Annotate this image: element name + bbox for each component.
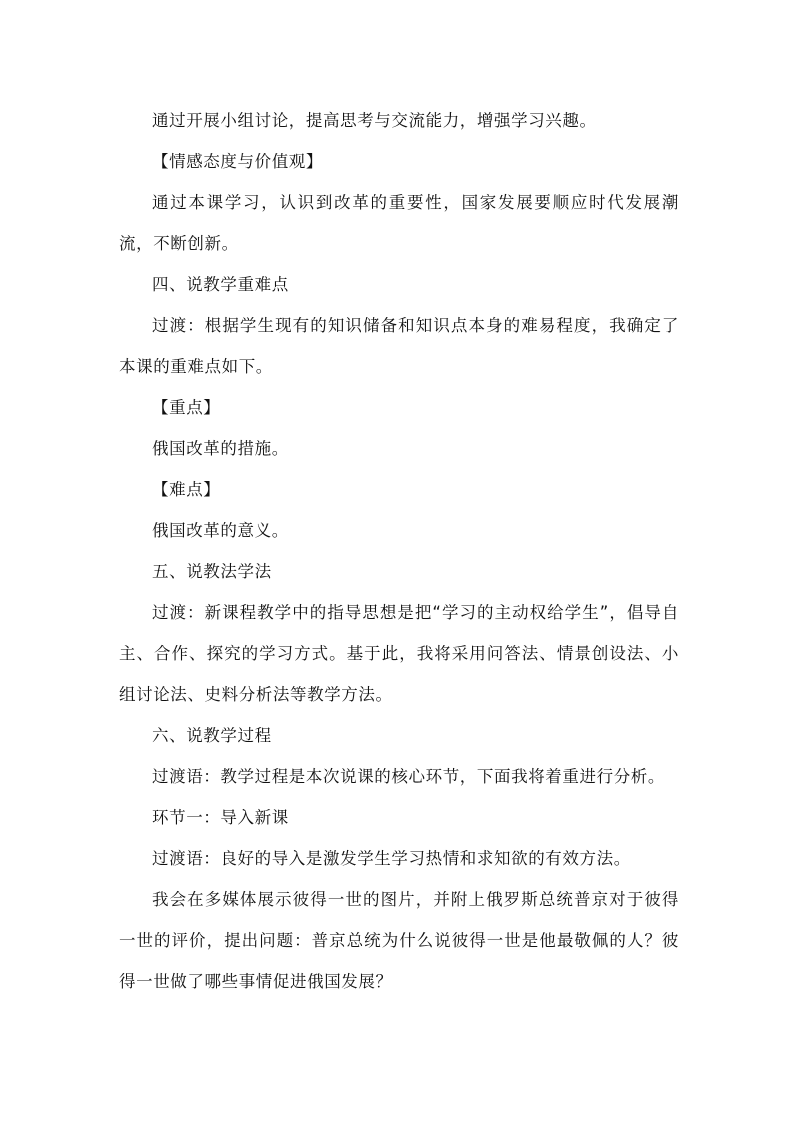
section-heading-teaching-process: 六、说教学过程 — [152, 726, 272, 745]
section-heading-key-difficult-points: 四、说教学重难点 — [152, 275, 289, 294]
paragraph-transition-key-points: 过渡：根据学生现有的知识储备和知识点本身的难易程度，我确定了本课的重难点如下。 — [119, 316, 679, 376]
heading-difficult-point: 【难点】 — [152, 480, 221, 499]
heading-key-point: 【重点】 — [152, 398, 221, 417]
heading-step-one-intro: 环节一：导入新课 — [152, 808, 289, 827]
paragraph-teaching-methods: 过渡：新课程教学中的指导思想是把“学习的主动权给学生”，倡导自主、合作、探究的学习方式。基于此，我将采用问答法、情景创设法、小组讨论法、史料分析法等教学方法。 — [119, 603, 679, 704]
paragraph-group-discussion: 通过开展小组讨论，提高思考与交流能力，增强学习兴趣。 — [152, 111, 597, 130]
document-body — [119, 100, 679, 1002]
paragraph-intro-transition: 过渡语：良好的导入是激发学生学习热情和求知欲的有效方法。 — [152, 849, 631, 868]
heading-emotion-values: 【情感态度与价值观】 — [152, 152, 323, 171]
paragraph-reform-significance: 俄国改革的意义。 — [152, 521, 289, 540]
paragraph-reform-measures: 俄国改革的措施。 — [152, 439, 289, 458]
paragraph-peter-the-great: 我会在多媒体展示彼得一世的图片，并附上俄罗斯总统普京对于彼得一世的评价，提出问题：普京总统为什么说彼得一世是他最敬佩的人？彼得一世做了哪些事情促进俄国发展？ — [119, 890, 679, 991]
paragraph-reform-importance: 通过本课学习，认识到改革的重要性，国家发展要顺应时代发展潮流，不断创新。 — [119, 193, 679, 253]
section-heading-teaching-methods: 五、说教法学法 — [152, 562, 272, 581]
paragraph-process-transition: 过渡语：教学过程是本次说课的核心环节，下面我将着重进行分析。 — [152, 767, 665, 786]
